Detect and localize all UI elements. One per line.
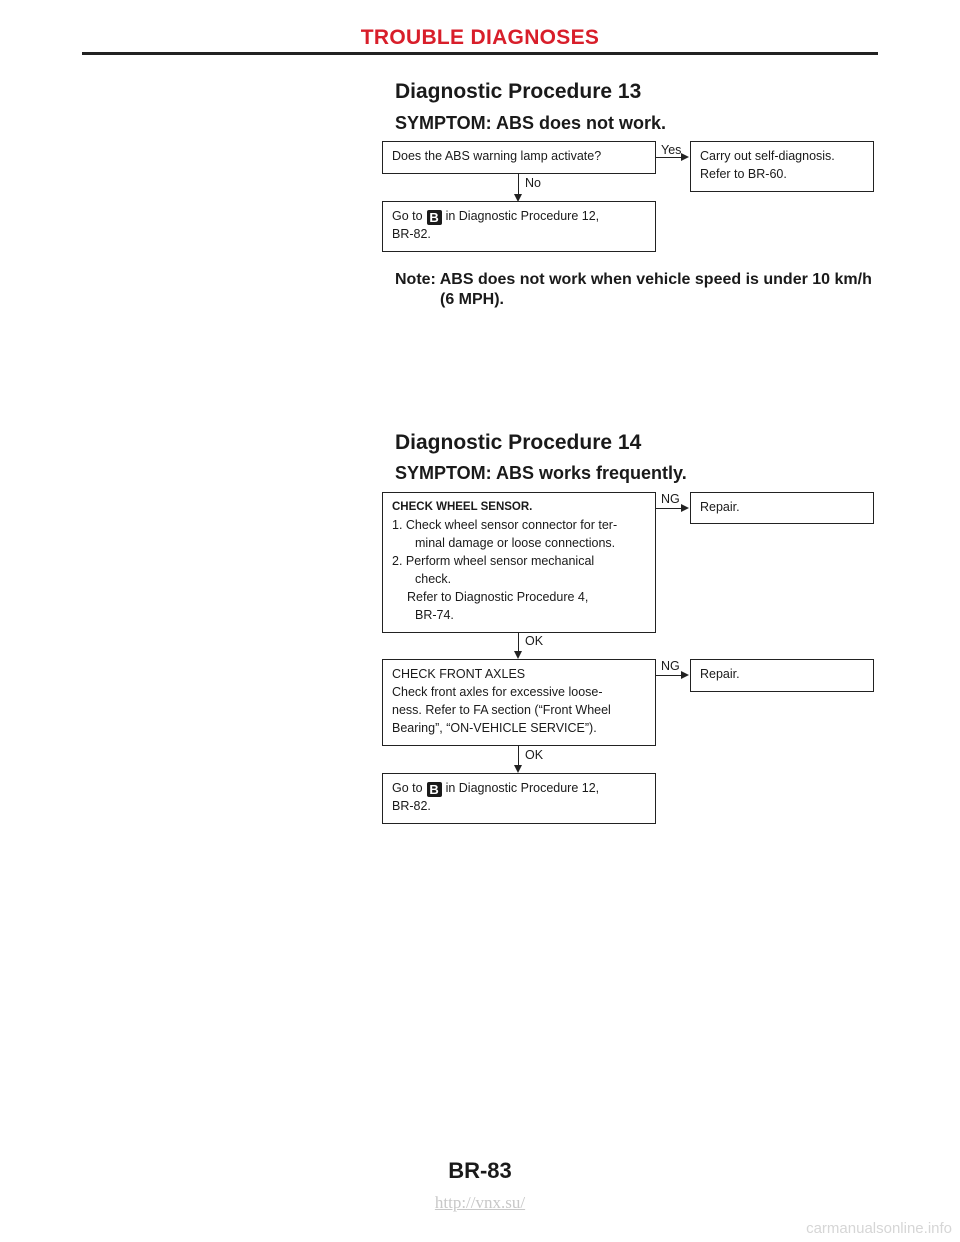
proc14-box2-line-4: Bearing”, “ON-VEHICLE SERVICE”). — [392, 721, 597, 735]
proc14-ok-label-1: OK — [525, 634, 544, 648]
proc13-no-label: No — [525, 176, 541, 190]
proc13-note-line-2: (6 MPH). — [440, 291, 504, 308]
proc14-box2-line-2: Check front axles for excessive loose- — [392, 685, 603, 699]
proc13-title: Diagnostic Procedure 13 — [395, 80, 642, 103]
proc14-ng-arrow-icon-1 — [681, 504, 689, 512]
diagnostic-b-icon: B — [427, 210, 442, 225]
proc14-box1-heading: CHECK WHEEL SENSOR. — [392, 501, 533, 513]
proc14-repair-text-1: Repair. — [700, 500, 740, 514]
proc14-ok-connector-2 — [518, 746, 519, 767]
proc14-goto-line-1 — [392, 779, 646, 797]
proc14-ok-arrow-icon-2 — [514, 765, 522, 773]
proc13-question-box — [382, 141, 656, 174]
footer-url-link[interactable]: http://vnx.su/ — [434, 1193, 526, 1212]
proc14-box1-item2b: check. — [415, 572, 452, 586]
proc14-title: Diagnostic Procedure 14 — [395, 431, 642, 454]
proc13-question-text: Does the ABS warning lamp activate? — [392, 149, 602, 163]
proc14-symptom: SYMPTOM: ABS works frequently. — [395, 463, 687, 483]
proc13-yes-label: Yes — [661, 143, 682, 157]
proc14-box1-item1b: minal damage or loose connections. — [415, 536, 616, 550]
page-number: BR-83 — [448, 1158, 512, 1183]
proc14-box1-item1a: 1. Check wheel sensor connector for ter- — [392, 518, 618, 532]
proc14-repair-box-1 — [690, 492, 874, 524]
proc14-front-axles-box — [382, 659, 656, 746]
proc13-note-line-1: Note: ABS does not work when vehicle speed is under 10 km/h — [395, 271, 872, 288]
proc13-yes-line-2: Refer to BR-60. — [700, 167, 787, 181]
proc14-wheel-sensor-box — [382, 492, 656, 633]
proc14-ok-connector-1 — [518, 633, 519, 653]
proc14-box1-item2a: 2. Perform wheel sensor mechanical — [392, 554, 595, 568]
proc14-ng-connector-2 — [656, 675, 682, 676]
proc14-goto-line-2: BR-82. — [392, 799, 431, 813]
proc14-ng-connector-1 — [656, 508, 682, 509]
proc13-no-connector — [518, 174, 519, 196]
proc14-goto-pre: Go to — [392, 781, 423, 795]
proc14-ng-label-1: NG — [661, 492, 680, 506]
proc13-goto-box — [382, 201, 656, 252]
proc14-box2-line-3: ness. Refer to FA section (“Front Wheel — [392, 703, 611, 717]
proc14-ok-label-2: OK — [525, 748, 544, 762]
watermark-text: carmanualsonline.info — [806, 1220, 952, 1237]
proc13-yes-connector — [656, 157, 682, 158]
proc13-symptom: SYMPTOM: ABS does not work. — [395, 113, 667, 133]
proc14-ng-label-2: NG — [661, 659, 680, 673]
proc14-box1-item2c: Refer to Diagnostic Procedure 4, — [407, 590, 589, 604]
proc14-repair-box-2 — [690, 659, 874, 692]
header-rule — [82, 52, 878, 55]
proc13-goto-pre: Go to — [392, 209, 423, 223]
proc14-box1-item2d: BR-74. — [415, 608, 454, 622]
proc13-goto-line-1 — [392, 207, 646, 225]
proc13-goto-line-2: BR-82. — [392, 227, 431, 241]
diagnostic-b-icon: B — [427, 782, 442, 797]
proc13-yes-arrow-icon — [681, 153, 689, 161]
proc14-goto-post: in Diagnostic Procedure 12, — [445, 781, 600, 795]
proc14-goto-box — [382, 773, 656, 824]
proc13-yes-line-1: Carry out self-diagnosis. — [700, 149, 835, 163]
proc14-box2-line-1: CHECK FRONT AXLES — [392, 667, 526, 681]
proc14-ok-arrow-icon-1 — [514, 651, 522, 659]
section-header: TROUBLE DIAGNOSES — [360, 26, 600, 49]
proc14-repair-text-2: Repair. — [700, 667, 740, 681]
proc13-goto-post: in Diagnostic Procedure 12, — [445, 209, 600, 223]
proc13-yes-box — [690, 141, 874, 192]
proc14-ng-arrow-icon-2 — [681, 671, 689, 679]
